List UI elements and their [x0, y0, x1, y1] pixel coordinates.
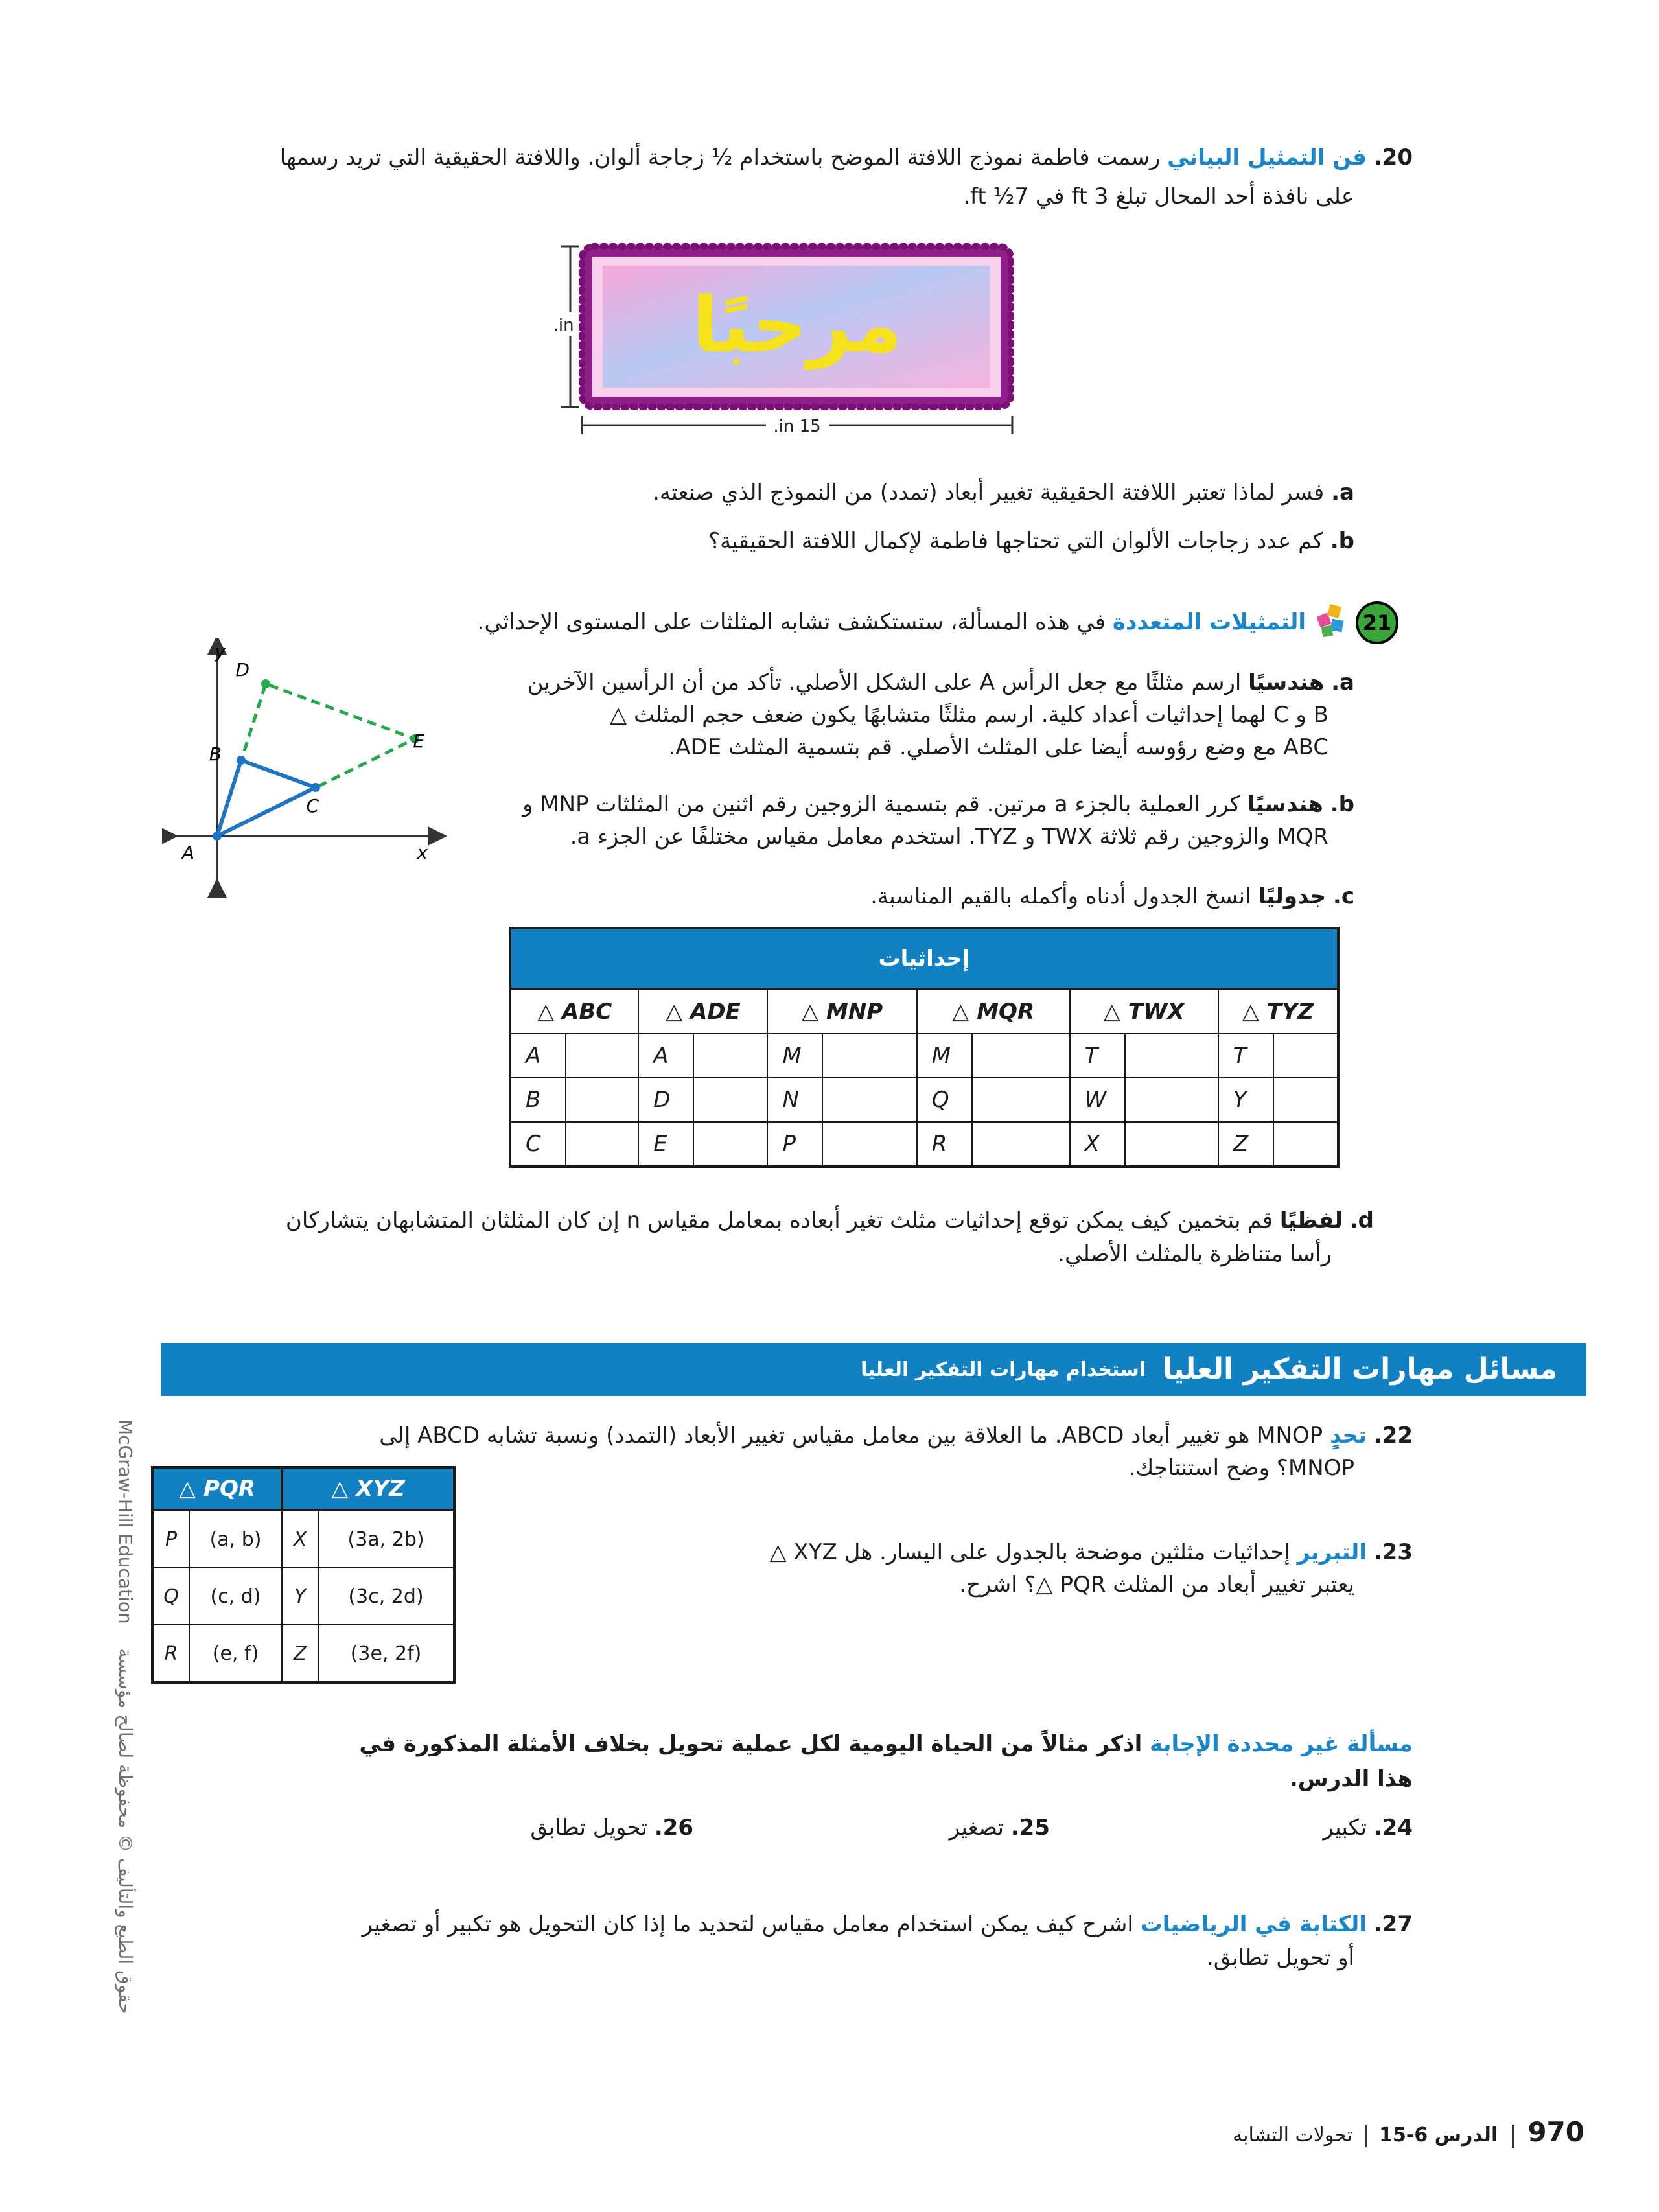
item-text: تحويل تطابق — [530, 1815, 647, 1841]
vertex-label: B — [510, 1078, 566, 1122]
point-C — [311, 783, 320, 792]
col-header: △ TWX — [1070, 989, 1218, 1034]
vertex-label: M — [917, 1034, 972, 1078]
p21-d-label: d. — [1349, 1207, 1374, 1233]
p20-b-text: كم عدد زجاجات الألوان التي تحتاجها فاطمة لإكمال اللافتة الحقيقية؟ — [708, 528, 1323, 554]
coordinates-table-title: إحداثيات — [510, 928, 1338, 989]
item-number: 25. — [1010, 1815, 1050, 1841]
vertex-label: T — [1070, 1034, 1125, 1078]
blank-cell — [1125, 1078, 1218, 1122]
open-item-24 — [1323, 1811, 1413, 1844]
p20-a-label: a. — [1331, 480, 1354, 506]
p20-text1: رسمت فاطمة نموذج اللافتة الموضح باستخدام ½ زجاجة ألوان. واللافتة الحقيقية التي تريد رسمها — [279, 145, 1161, 170]
p23-text2: يعتبر تغيير أبعاد من المثلث PQR △؟ اشرح. — [959, 1572, 1354, 1598]
vertex-label: C — [510, 1122, 566, 1167]
page-number: 970 — [1527, 2116, 1584, 2148]
blank-cell — [693, 1034, 767, 1078]
lesson-label: الدرس 6-15 — [1379, 2124, 1498, 2147]
point-D — [261, 679, 270, 688]
blank-cell — [972, 1078, 1070, 1122]
label-D: D — [235, 659, 249, 681]
blank-cell — [1273, 1078, 1338, 1122]
p22-number: 22. — [1373, 1423, 1413, 1449]
blank-cell — [693, 1122, 767, 1167]
coordinates-table-header — [510, 989, 1338, 1034]
blank-cell — [693, 1078, 767, 1122]
vertex-label: Q — [152, 1568, 189, 1625]
vertex-label: X — [1070, 1122, 1125, 1167]
dim-width: 15 in. — [773, 417, 821, 436]
p27-text2: أو تحويل تطابق. — [1206, 1945, 1354, 1971]
p21-c-text: انسخ الجدول أدناه وأكمله بالقيم المناسبة. — [870, 883, 1251, 909]
table-row — [510, 1034, 1338, 1078]
vertex-label: N — [767, 1078, 822, 1122]
p21-a-text3: ABC مع وضع رؤوسه أيضا على المثلث الأصلي. قم بتسمية المثلث ADE. — [668, 734, 1328, 760]
p22-line2 — [1129, 1452, 1355, 1484]
blank-cell — [566, 1078, 638, 1122]
open-line1 — [359, 1728, 1413, 1760]
vertex-label: P — [152, 1510, 189, 1568]
p21-b-text1: كرر العملية بالجزء a مرتين. قم بتسمية الزوجين رقم اثنين من المثلثات MNP و — [522, 791, 1240, 817]
p21-b-text2: MQR والزوجين رقم ثلاثة TWX و TYZ. استخدم معامل مقياس مختلفًا عن الجزء a. — [570, 824, 1328, 850]
p21-a-line1 — [528, 666, 1354, 699]
p20-part-b — [708, 525, 1354, 557]
xyz-header: △ XYZ — [282, 1467, 454, 1510]
footer-divider — [1512, 2125, 1514, 2148]
p21-a-key: هندسيًا — [1248, 669, 1325, 695]
p21-number: 21 — [1362, 611, 1392, 635]
p21-a-line3 — [668, 731, 1328, 763]
p21-c-key: جدوليًا — [1258, 883, 1327, 909]
y-label: y — [215, 641, 226, 662]
point-B — [237, 756, 246, 765]
table-row — [152, 1510, 454, 1568]
p21-intro-text: في هذه المسألة، ستستكشف تشابه المثلثات على المستوى الإحداثي. — [477, 609, 1106, 635]
p21-d-text1: قم بتخمين كيف يمكن توقع إحداثيات مثلث تغير أبعاده بمعامل مقياس n إن كان المثلثان المتشابهان يتشاركان — [285, 1207, 1273, 1233]
vertex-label: Y — [1218, 1078, 1273, 1122]
vertex-label: W — [1070, 1078, 1125, 1122]
section-banner — [161, 1343, 1586, 1396]
p27-title: الكتابة في الرياضيات — [1140, 1911, 1367, 1937]
coordinates-table — [509, 927, 1340, 1168]
pqr-xyz-table — [151, 1466, 456, 1684]
blank-cell — [566, 1122, 638, 1167]
lesson-title: تحولات التشابه — [1233, 2124, 1353, 2147]
footer — [1233, 2116, 1584, 2152]
blank-cell — [822, 1122, 916, 1167]
multi-rep-icon — [1316, 603, 1347, 639]
vertex-label: T — [1218, 1034, 1273, 1078]
p21-d-text2: رأسا متناظرة بالمثلث الأصلي. — [1058, 1241, 1332, 1267]
vertex-label: D — [638, 1078, 693, 1122]
p21-c-line — [870, 880, 1354, 913]
coordinate-value: (3a, 2b) — [318, 1510, 454, 1568]
item-number: 26. — [654, 1815, 693, 1841]
p21-c-label: c. — [1332, 883, 1354, 909]
p23-line2 — [959, 1568, 1354, 1601]
p21-badge — [1356, 601, 1398, 644]
col-header: △ ABC — [510, 989, 638, 1034]
banner-figure — [538, 240, 1030, 441]
blank-cell — [1125, 1122, 1218, 1167]
p22-text2: MNOP؟ وضح استنتاجك. — [1128, 1455, 1354, 1481]
vertex-label: Z — [282, 1625, 318, 1682]
coordinate-value: (c, d) — [189, 1568, 282, 1625]
label-E: E — [413, 730, 424, 752]
copyright-sidebar — [110, 1419, 136, 2080]
x-label: x — [417, 842, 428, 863]
p23-title: التبرير — [1297, 1539, 1367, 1565]
section-title: مسائل مهارات التفكير العليا — [1163, 1353, 1557, 1386]
col-header: △ TYZ — [1218, 989, 1338, 1034]
p21-a-line2 — [610, 699, 1328, 731]
p21-b-line2 — [570, 821, 1328, 853]
col-header: △ MNP — [767, 989, 916, 1034]
blank-cell — [972, 1034, 1070, 1078]
open-text1: اذكر مثالاً من الحياة اليومية لكل عملية تحويل بخلاف الأمثلة المذكورة في — [359, 1731, 1143, 1757]
p23-line1 — [769, 1536, 1413, 1568]
p20-part-a — [653, 476, 1354, 509]
coordinate-value: (e, f) — [189, 1625, 282, 1682]
p21-a-text2: B و C لهما إحداثيات أعداد كلية. ارسم مثلثًا متشابهًا يكون ضعف حجم المثلث △ — [610, 702, 1328, 728]
item-text: تصغير — [949, 1815, 1004, 1841]
coordinate-graph — [162, 638, 447, 898]
triangle-ABC — [217, 760, 316, 836]
label-C: C — [306, 795, 319, 817]
vertex-label: Z — [1218, 1122, 1273, 1167]
table-row — [152, 1568, 454, 1625]
vertex-label: R — [152, 1625, 189, 1682]
vertex-label: A — [510, 1034, 566, 1078]
footer-divider-2 — [1365, 2125, 1367, 2147]
p22-line1 — [379, 1419, 1413, 1452]
open-item-26 — [530, 1811, 693, 1844]
p21-b-key: هندسيًا — [1247, 791, 1323, 817]
p20-number: 20. — [1373, 145, 1413, 170]
p20-line2 — [963, 180, 1354, 213]
copyright-arabic: حقوق الطبع والتأليف © محفوظة لصالح مؤسسة — [115, 1648, 136, 2014]
point-A — [213, 832, 222, 841]
vertex-label: E — [638, 1122, 693, 1167]
item-number: 24. — [1373, 1815, 1413, 1841]
blank-cell — [566, 1034, 638, 1078]
p27-line1 — [362, 1908, 1413, 1940]
label-B: B — [209, 743, 222, 765]
p22-text1: MNOP هو تغيير أبعاد ABCD. ما العلاقة بين معامل مقياس تغيير الأبعاد (التمدد) ونسبة تشابه ABCD إلى — [379, 1423, 1323, 1449]
p27-number: 27. — [1373, 1911, 1413, 1937]
p21-intro — [478, 606, 1306, 638]
open-text2: هذا الدرس. — [1289, 1766, 1413, 1792]
col-header: △ ADE — [638, 989, 767, 1034]
blank-cell — [822, 1078, 916, 1122]
p20-a-text: فسر لماذا تعتبر اللافتة الحقيقية تغيير أبعاد (تمدد) من النموذج الذي صنعته. — [653, 480, 1325, 506]
p21-b-label: b. — [1330, 791, 1354, 817]
p23-text1: إحداثيات مثلثين موضحة بالجدول على اليسار. هل XYZ △ — [769, 1539, 1290, 1565]
p21-title: التمثيلات المتعددة — [1112, 609, 1306, 635]
p21-d-key: لفظيًا — [1279, 1207, 1343, 1233]
p20-title: فن التمثيل البياني — [1167, 145, 1367, 170]
pqr-header: △ PQR — [152, 1467, 282, 1510]
dim-height: in. — [553, 316, 574, 335]
vertex-label: Y — [282, 1568, 318, 1625]
p22-title: تحدٍ — [1330, 1423, 1367, 1449]
label-A: A — [181, 842, 194, 863]
p20-line1 — [280, 141, 1413, 174]
p27-line2 — [1207, 1942, 1354, 1974]
blank-cell — [822, 1034, 916, 1078]
vertex-label: P — [767, 1122, 822, 1167]
open-item-25 — [949, 1811, 1050, 1844]
p21-d-line1 — [286, 1204, 1374, 1237]
table-row — [510, 1078, 1338, 1122]
vertex-label: M — [767, 1034, 822, 1078]
coordinate-value: (a, b) — [189, 1510, 282, 1568]
coordinate-value: (3e, 2f) — [318, 1625, 454, 1682]
open-title: مسألة غير محددة الإجابة — [1150, 1731, 1413, 1757]
vertex-label: X — [282, 1510, 318, 1568]
vertex-label: R — [917, 1122, 972, 1167]
p27-text1: اشرح كيف يمكن استخدام معامل مقياس لتحديد ما إذا كان التحويل هو تكبير أو تصغير — [362, 1911, 1133, 1937]
copyright-english: McGraw-Hill Education — [115, 1419, 136, 1624]
blank-cell — [1273, 1034, 1338, 1078]
table-row — [152, 1625, 454, 1682]
section-subtitle: استخدام مهارات التفكير العليا — [861, 1358, 1146, 1381]
vertex-label: A — [638, 1034, 693, 1078]
blank-cell — [972, 1122, 1070, 1167]
blank-cell — [1125, 1034, 1218, 1078]
banner-word: مرحبًا — [692, 280, 902, 369]
p21-a-label: a. — [1331, 669, 1354, 695]
table-row — [510, 1122, 1338, 1167]
p21-d-line2 — [1058, 1238, 1332, 1270]
p23-number: 23. — [1373, 1539, 1413, 1565]
open-line2 — [1290, 1763, 1413, 1795]
blank-cell — [1273, 1122, 1338, 1167]
p21-b-line1 — [522, 788, 1354, 821]
col-header: △ MQR — [917, 989, 1070, 1034]
p21-a-text1: ارسم مثلثًا مع جعل الرأس A على الشكل الأصلي. تأكد من أن الرأسين الآخرين — [527, 669, 1242, 695]
item-text: تكبير — [1323, 1815, 1367, 1841]
p20-b-label: b. — [1330, 528, 1354, 554]
vertex-label: Q — [917, 1078, 972, 1122]
coordinate-value: (3c, 2d) — [318, 1568, 454, 1625]
p20-text2: على نافذة أحد المحال تبلغ 3 ft في 7½ ft. — [963, 183, 1354, 209]
